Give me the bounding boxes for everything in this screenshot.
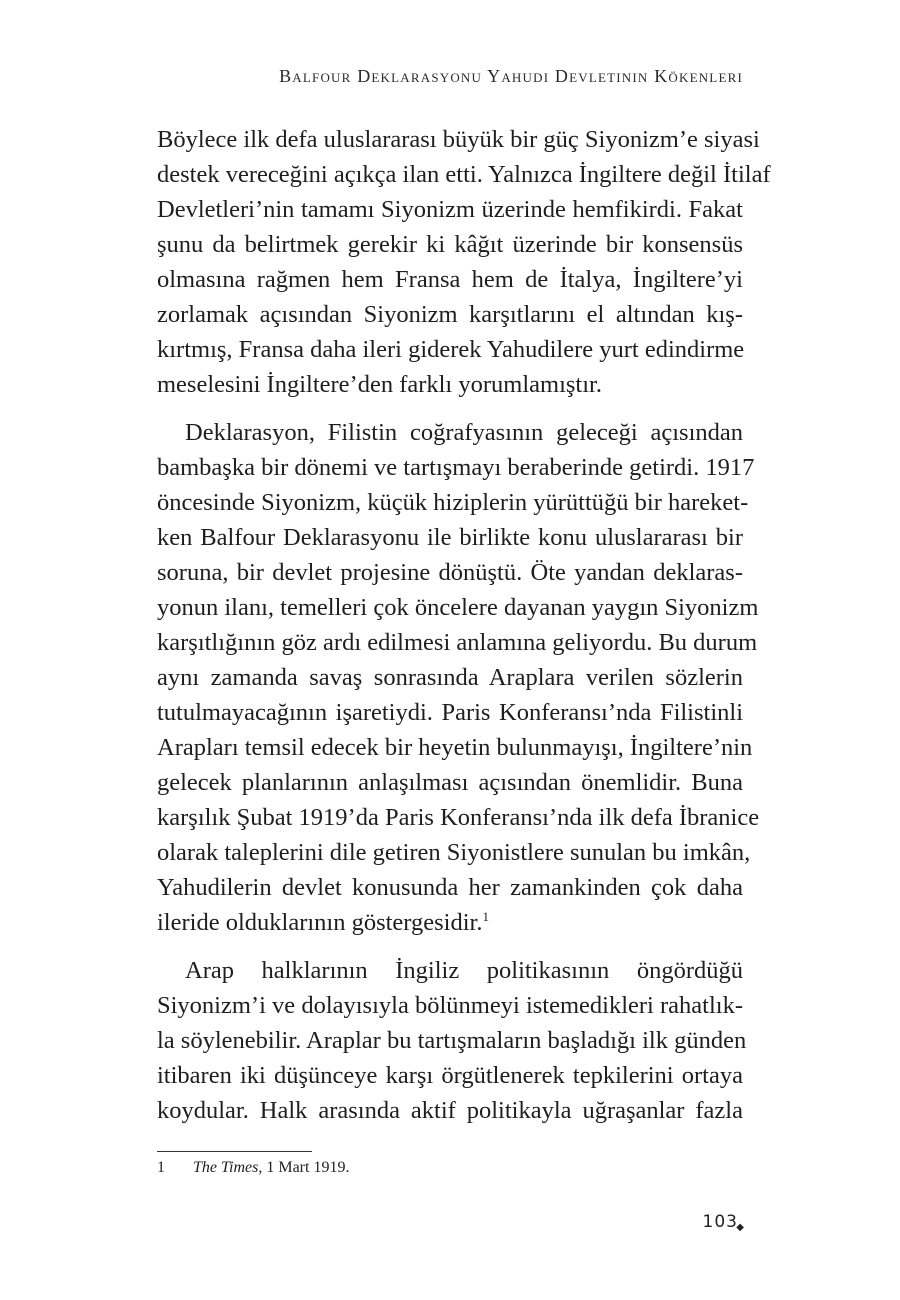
footnote-reference[interactable]: 1 — [482, 908, 489, 924]
footnote — [157, 1159, 349, 1177]
text-line: soruna, bir devlet projesine dönüştü. Öte yandan deklaras- — [157, 559, 743, 586]
text-line: şunu da belirtmek gerekir ki kâğıt üzerinde bir konsensüs — [157, 231, 743, 258]
text-line: meselesini İngiltere’den farklı yorumlamıştır. — [157, 371, 602, 398]
text-line: Siyonizm’i ve dolayısıyla bölünmeyi istemedikleri rahatlık- — [157, 992, 743, 1019]
text-line: ken Balfour Deklarasyonu ile birlikte konu uluslararası bir — [157, 524, 743, 551]
text-line: olmasına rağmen hem Fransa hem de İtalya, İngiltere’yi — [157, 266, 743, 293]
text-line: ileride olduklarının göstergesidir. — [157, 909, 483, 936]
text-line: Deklarasyon, Filistin coğrafyasının geleceği açısından — [185, 419, 743, 446]
text-line: koydular. Halk arasında aktif politikayla uğraşanlar fazla — [157, 1097, 743, 1124]
text-line: olarak taleplerini dile getiren Siyonistlere sunulan bu imkân, — [157, 839, 751, 866]
text-line: Devletleri’nin tamamı Siyonizm üzerinde hemfikirdi. Fakat — [157, 196, 743, 223]
footnote-detail: , 1 Mart 1919. — [258, 1159, 350, 1176]
text-line: tutulmayacağının işaretiydi. Paris Konferansı’nda Filistinli — [157, 699, 743, 726]
text-line: destek vereceğini açıkça ilan etti. Yalnızca İngiltere değil İtilaf — [157, 161, 771, 188]
text-line: Yahudilerin devlet konusunda her zamankinden çok daha — [157, 874, 743, 901]
text-line-with-footnote — [157, 905, 743, 940]
body-text — [157, 122, 771, 1128]
text-line: öncesinde Siyonizm, küçük hiziplerin yürüttüğü bir hareket- — [157, 489, 749, 516]
paragraph-3 — [157, 953, 747, 1128]
paragraph-2 — [157, 415, 760, 940]
text-line: bambaşka bir dönemi ve tartışmayı beraberinde getirdi. 1917 — [157, 454, 755, 481]
text-line: gelecek planlarının anlaşılması açısından önemlidir. Buna — [157, 769, 743, 796]
footnote-divider — [157, 1151, 312, 1152]
text-line: zorlamak açısından Siyonizm karşıtlarını el altından kış- — [157, 301, 743, 328]
diamond-ornament-icon: ◆ — [736, 1222, 744, 1233]
text-line: Arapları temsil edecek bir heyetin bulunmayışı, İngiltere’nin — [157, 734, 753, 761]
text-line: la söylenebilir. Araplar bu tartışmaların başladığı ilk günden — [157, 1027, 747, 1054]
text-line: itibaren iki düşünceye karşı örgütlenerek tepkilerini ortaya — [157, 1062, 743, 1089]
text-line: yonun ilanı, temelleri çok öncelere dayanan yaygın Siyonizm — [157, 594, 759, 621]
text-line: Arap halklarının İngiliz politikasının öngördüğü — [185, 957, 743, 984]
paragraph-1 — [157, 122, 771, 402]
text-line: Böylece ilk defa uluslararası büyük bir güç Siyonizm’e siyasi — [157, 126, 760, 153]
text-line: karşılık Şubat 1919’da Paris Konferansı’nda ilk defa İbranice — [157, 804, 760, 831]
footnote-number: 1 — [157, 1159, 165, 1176]
text-line: karşıtlığının göz ardı edilmesi anlamına geliyordu. Bu durum — [157, 629, 758, 656]
text-line: aynı zamanda savaş sonrasında Araplara verilen sözlerin — [157, 664, 743, 691]
text-line: kırtmış, Fransa daha ileri giderek Yahudilere yurt edindirme — [157, 336, 745, 363]
running-head: Balfour Deklarasyonu Yahudi Devletinin Kökenleri — [279, 66, 743, 86]
footnote-source: The Times — [193, 1159, 259, 1176]
page-number: 103 — [702, 1212, 738, 1232]
